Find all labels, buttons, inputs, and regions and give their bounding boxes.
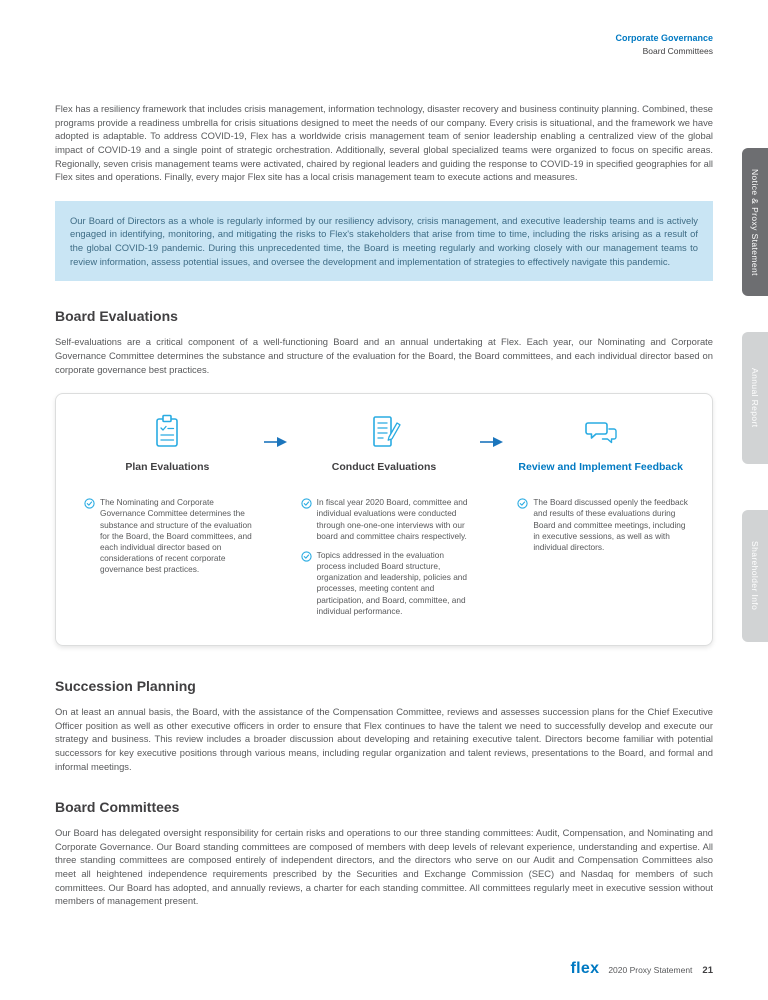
plan-clipboard-icon: [74, 412, 261, 454]
page-number: 21: [702, 965, 713, 976]
footer-document-label: 2020 Proxy Statement: [608, 965, 693, 975]
page-footer: [571, 960, 713, 978]
check-icon: [517, 498, 528, 509]
side-tab-label: Notice & Proxy Statement: [750, 168, 760, 276]
header-subsection-label: Board Committees: [642, 46, 713, 56]
conduct-document-pencil-icon: [291, 412, 478, 454]
side-tab-label: Annual Report: [750, 368, 760, 428]
check-icon: [84, 498, 95, 509]
diagram-column-review: [507, 412, 694, 561]
running-header: [615, 33, 713, 56]
board-evaluations-heading: Board Evaluations: [55, 308, 178, 325]
arrow-right-icon: [261, 436, 291, 448]
review-implement-feedback-title: Review and Implement Feedback: [518, 461, 683, 474]
side-tab-shareholder-info[interactable]: [742, 510, 768, 642]
review-bullet-list: [507, 497, 694, 553]
check-icon: [301, 498, 312, 509]
side-tab-notice-proxy-statement[interactable]: [742, 148, 768, 296]
diagram-column-conduct: [291, 412, 478, 625]
arrow-right-icon: [477, 436, 507, 448]
diagram-bullet: [84, 497, 255, 575]
bullet-text: Topics addressed in the evaluation process included Board structure, organization and leadership, policies and processes, meeting content and participation, and Board, committee, and individual performance.: [316, 549, 468, 616]
succession-planning-heading: Succession Planning: [55, 678, 196, 694]
board-committees-heading: Board Committees: [55, 799, 180, 816]
feedback-speech-bubbles-icon: [507, 412, 694, 454]
board-evaluations-paragraph: Self-evaluations are a critical component of a well-functioning Board and an annual undertaking at Flex. Each year, our Nominating and Corporate Governance Committee determines the substance and structure of the evaluation for the Board, the Board committees, and each individual director based on corporate governance best practices.: [55, 336, 713, 375]
succession-planning-paragraph: On at least an annual basis, the Board, with the assistance of the Compensation Committee, reviews and assesses succession plans for the Chief Executive Officer position as well as other executive officers in order to ensure that Flex continues to have the talent we need to successfully develop and execute our strategy and business. This review includes a broader discussion about developing and retaining executive talent. Directors become familiar with potential successors for key executive positions through various means, including regular organization and talent reviews, presentations to the Board, and formal and informal meetings.: [55, 706, 713, 772]
side-tab-annual-report[interactable]: [742, 332, 768, 464]
resiliency-framework-paragraph: Flex has a resiliency framework that includes crisis management, information technology, disaster recovery and business continuity planning. Combined, these programs provide a readiness umbrella for crisis situations designed to meet the needs of our company. Every crisis is situational, and the framework we have adopted is adaptable. To address COVID-19, Flex has a worldwide crisis management team of senior leadership enabling a centralized view of the global impact of COVID-19 and a single point of strategic orchestration. Additionally, several global specialized teams were organized to focus on specific areas. Regionally, seven crisis management teams were activated, chaired by regional leaders and guiding the response to COVID-19 in specified geographies for all Flex sites and operations. Finally, every major Flex site has a local crisis management team to execute actions and measures.: [55, 103, 713, 183]
header-section-label: Corporate Governance: [615, 33, 713, 43]
conduct-evaluations-title: Conduct Evaluations: [331, 461, 437, 474]
side-tab-label: Shareholder Info: [750, 541, 760, 611]
diagram-bullet: [517, 497, 688, 553]
board-committees-paragraph: Our Board has delegated oversight responsibility for certain risks and operations to our three standing committees: Audit, Compensation, and Nominating and Corporate Governance. Our Board standing committees are composed of members with deep levels of relevant experience, understanding and expertise. All three standing committees are composed entirely of independent directors, and the directors who serve on our Audit and Compensation Committees also meet all heightened independence requirements prescribed by the Securities and Exchange Commission (SEC) and Nasdaq for members of such committees. Our Board has adopted, and annually reviews, a charter for each standing committee. All committees regularly meet in executive session without members of management present.: [55, 827, 713, 907]
plan-bullet-list: [74, 497, 261, 575]
bullet-text: The Board discussed openly the feedback and results of these evaluations during Board and committee meetings, including in executive sessions, as well as with individual directors.: [533, 497, 688, 552]
diagram-column-plan: [74, 412, 261, 583]
main-content: [55, 102, 713, 908]
flex-logo: flex: [570, 960, 600, 977]
evaluation-process-diagram: [55, 393, 713, 646]
board-oversight-highlight-box: Our Board of Directors as a whole is regularly informed by our resiliency advisory, crisis management, and executive leadership teams and is actively engaged in identifying, monitoring, and mitigating the risks to Flex's stakeholders that arise from time to time, including the risks arising as a result of the global COVID-19 pandemic. During this unprecedented time, the Board is meeting regularly and working closely with our management teams to review information, assess potential issues, and oversee the development and implementation of strategies to effectively navigate this pandemic.: [55, 201, 713, 282]
diagram-bullet: [301, 497, 472, 542]
plan-evaluations-title: Plan Evaluations: [125, 461, 210, 474]
bullet-text: In fiscal year 2020 Board, committee and individual evaluations were conducted through one-one-one interviews with our board and committee chairs respectively.: [316, 497, 468, 541]
conduct-bullet-list: [291, 497, 478, 617]
check-icon: [301, 551, 312, 562]
bullet-text: The Nominating and Corporate Governance Committee determines the substance and structure of the evaluation for the Board, the Board committees, and each individual director based on considerations of recent corporate governance best practices.: [100, 497, 252, 575]
diagram-bullet: [301, 550, 472, 617]
